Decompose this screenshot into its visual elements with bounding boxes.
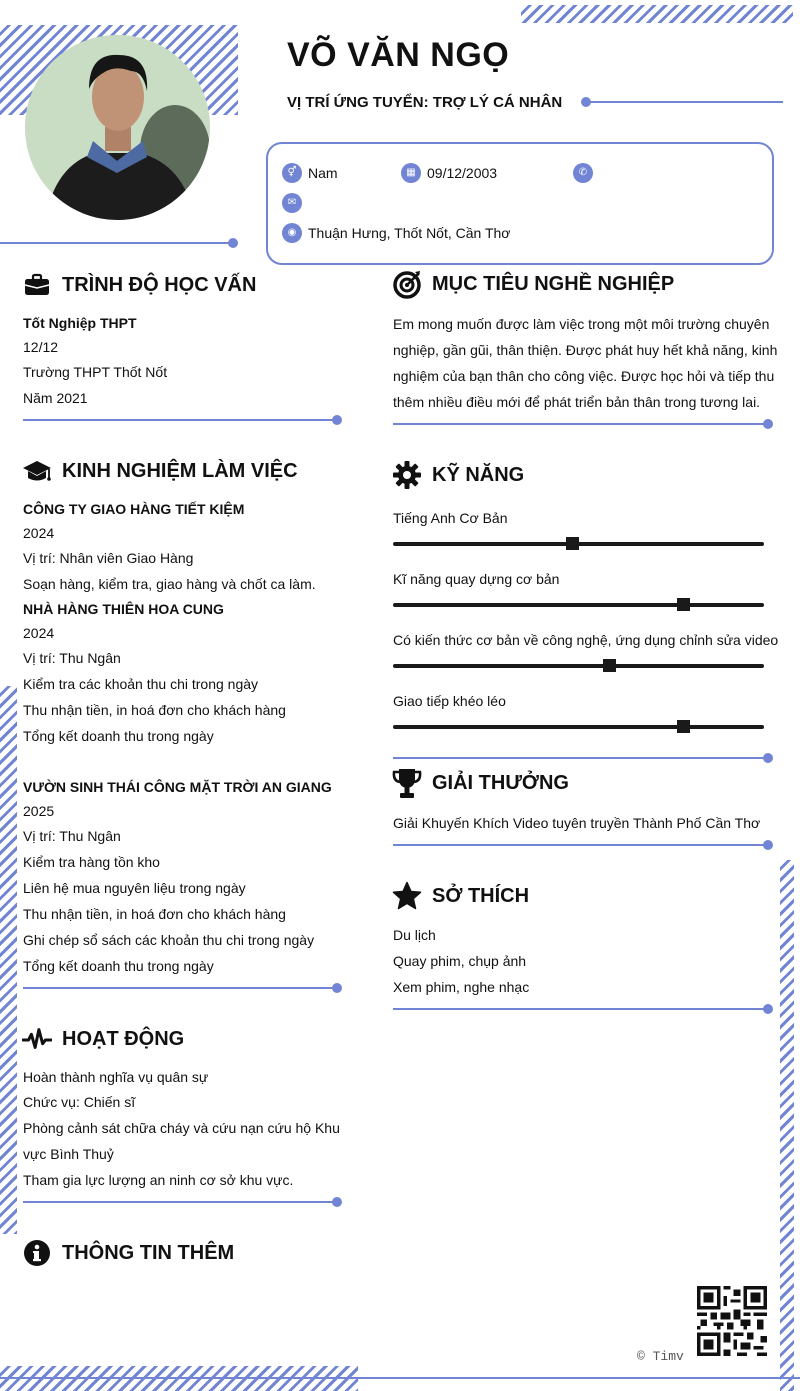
- section-skills-title: [392, 460, 524, 490]
- skill-bar: [393, 603, 764, 607]
- activity-line: Hoàn thành nghĩa vụ quân sự: [23, 1069, 209, 1085]
- position-line-dot: [581, 97, 591, 107]
- objective-line: thêm nhiều điều mới để phát triển bản thân trong tương lai.: [393, 394, 761, 410]
- job-task: Thu nhận tiền, in hoá đơn cho khách hàng: [23, 906, 286, 922]
- gender-value: Nam: [308, 165, 338, 181]
- section-awards-title: [392, 768, 569, 798]
- skill-level-marker: [603, 659, 616, 672]
- activities-divider: [23, 1201, 337, 1203]
- skill-level-marker: [677, 720, 690, 733]
- job-task: Thu nhận tiền, in hoá đơn cho khách hàng: [23, 702, 286, 718]
- section-awards-label: GIẢI THƯỞNG: [432, 771, 569, 794]
- section-activities-label: HOẠT ĐỘNG: [62, 1027, 185, 1050]
- section-education-title: [22, 270, 256, 300]
- profile-photo: [25, 35, 210, 220]
- education-degree: Tốt Nghiệp THPT: [23, 315, 137, 331]
- activity-line: vực Bình Thuỷ: [23, 1146, 114, 1162]
- job-company: CÔNG TY GIAO HÀNG TIẾT KIỆM: [23, 501, 245, 517]
- education-school: Trường THPT Thốt Nốt: [23, 364, 168, 380]
- birthday-value: 09/12/2003: [427, 165, 498, 181]
- job-task: Tổng kết doanh thu trong ngày: [23, 958, 214, 974]
- calendar-icon: ▦: [401, 163, 421, 183]
- hobby-item: Du lịch: [393, 927, 436, 943]
- job-task: Tổng kết doanh thu trong ngày: [23, 728, 214, 744]
- location-icon: ◉: [282, 223, 302, 243]
- qr-code: [697, 1286, 767, 1356]
- phone-icon: ✆: [573, 163, 593, 183]
- decorative-stripes-left: [0, 686, 17, 1234]
- award-item: Giải Khuyến Khích Video tuyên truyền Thành Phố Cần Thơ: [393, 815, 761, 831]
- skill-bar: [393, 664, 764, 668]
- section-skills-label: KỸ NĂNG: [432, 463, 525, 486]
- education-year: Năm 2021: [23, 390, 88, 406]
- gear-icon: [392, 460, 422, 490]
- job-company: NHÀ HÀNG THIÊN HOA CUNG: [23, 601, 224, 617]
- section-education-label: TRÌNH ĐỘ HỌC VẤN: [62, 273, 257, 296]
- education-grade: 12/12: [23, 339, 59, 355]
- section-experience-label: KINH NGHIỆM LÀM VIỆC: [62, 459, 298, 482]
- job-year: 2025: [23, 803, 55, 819]
- skill-bar: [393, 725, 764, 729]
- position-line: [583, 101, 783, 103]
- section-hobbies-label: SỞ THÍCH: [432, 884, 530, 907]
- avatar-divider: [0, 242, 232, 244]
- skills-divider-dot: [763, 753, 773, 763]
- education-divider-dot: [332, 415, 342, 425]
- contact-phone[interactable]: [573, 163, 599, 183]
- hobbies-divider: [393, 1008, 767, 1010]
- info-icon: [22, 1238, 52, 1268]
- activities-divider-dot: [332, 1197, 342, 1207]
- activity-line: Tham gia lực lượng an ninh cơ sở khu vực.: [23, 1172, 294, 1188]
- footer-copyright: © Timv: [637, 1349, 684, 1364]
- avatar: [25, 35, 210, 220]
- section-objective-title: [392, 269, 674, 299]
- target-icon: [392, 269, 422, 299]
- activity-line: Phòng cảnh sát chữa cháy và cứu nạn cứu hộ Khu: [23, 1120, 340, 1136]
- briefcase-icon: [22, 270, 52, 300]
- objective-divider-dot: [763, 419, 773, 429]
- job-year: 2024: [23, 625, 55, 641]
- contact-email[interactable]: [282, 193, 308, 213]
- section-experience-title: [22, 456, 298, 486]
- candidate-name: VÕ VĂN NGỌ: [287, 36, 510, 74]
- job-year: 2024: [23, 525, 55, 541]
- contact-gender: [282, 163, 338, 183]
- position-title: VỊ TRÍ ỨNG TUYỂN: TRỢ LÝ CÁ NHÂN: [287, 94, 563, 111]
- job-task: Soạn hàng, kiểm tra, giao hàng và chốt ca làm.: [23, 576, 316, 592]
- awards-divider: [393, 844, 767, 846]
- job-task: Liên hệ mua nguyên liệu trong ngày: [23, 880, 246, 896]
- position-row: [287, 94, 562, 111]
- section-objective-label: MỤC TIÊU NGHỀ NGHIỆP: [432, 272, 675, 295]
- objective-divider: [393, 423, 767, 425]
- objective-line: Em mong muốn được làm việc trong một môi trường chuyên: [393, 316, 770, 332]
- email-icon: ✉: [282, 193, 302, 213]
- skill-label: Có kiến thức cơ bản về công nghệ, ứng dụng chỉnh sửa video: [393, 632, 779, 648]
- section-additional-label: THÔNG TIN THÊM: [62, 1241, 235, 1264]
- job-task: Kiểm tra các khoản thu chi trong ngày: [23, 676, 259, 692]
- section-hobbies-title: [392, 881, 529, 911]
- gender-icon: ⚥: [282, 163, 302, 183]
- hobby-item: Quay phim, chụp ảnh: [393, 953, 527, 969]
- activity-line: Chức vụ: Chiến sĩ: [23, 1094, 136, 1110]
- skill-label: Kĩ năng quay dựng cơ bản: [393, 571, 560, 587]
- graduation-cap-icon: [22, 456, 52, 486]
- avatar-divider-dot: [228, 238, 238, 248]
- section-activities-title: [22, 1024, 184, 1054]
- skills-divider: [393, 757, 767, 759]
- job-role: Vị trí: Thu Ngân: [23, 828, 121, 844]
- contact-box: [266, 142, 774, 265]
- star-icon: [392, 881, 422, 911]
- awards-divider-dot: [763, 840, 773, 850]
- objective-text: [393, 311, 778, 415]
- skill-level-marker: [566, 537, 579, 550]
- objective-line: nghiệp, gần gũi, thân thiện. Được phát huy hết khả năng, kinh: [393, 342, 778, 358]
- trophy-icon: [392, 768, 422, 798]
- experience-divider: [23, 987, 337, 989]
- section-additional-title: [22, 1238, 234, 1268]
- contact-address: [282, 223, 510, 243]
- address-value: Thuận Hưng, Thốt Nốt, Cần Thơ: [308, 225, 511, 241]
- hobbies-divider-dot: [763, 1004, 773, 1014]
- skill-level-marker: [677, 598, 690, 611]
- skill-label: Giao tiếp khéo léo: [393, 693, 506, 709]
- objective-line: nghiệm của bạn thân cho công việc. Được học hỏi và tiếp thu: [393, 368, 775, 384]
- job-role: Vị trí: Thu Ngân: [23, 650, 121, 666]
- job-task: Ghi chép sổ sách các khoản thu chi trong ngày: [23, 932, 315, 948]
- education-divider: [23, 419, 337, 421]
- footer-divider: [0, 1377, 800, 1379]
- decorative-stripes-right: [780, 860, 794, 1391]
- job-company: VƯỜN SINH THÁI CÔNG MẶT TRỜI AN GIANG: [23, 779, 332, 795]
- skill-label: Tiếng Anh Cơ Bản: [393, 510, 508, 526]
- contact-birthday: [401, 163, 497, 183]
- decorative-stripes-top-right: [521, 5, 793, 23]
- heartbeat-icon: [22, 1024, 52, 1054]
- job-task: Kiểm tra hàng tồn kho: [23, 854, 160, 870]
- job-role: Vị trí: Nhân viên Giao Hàng: [23, 550, 194, 566]
- experience-divider-dot: [332, 983, 342, 993]
- hobby-item: Xem phim, nghe nhạc: [393, 979, 530, 995]
